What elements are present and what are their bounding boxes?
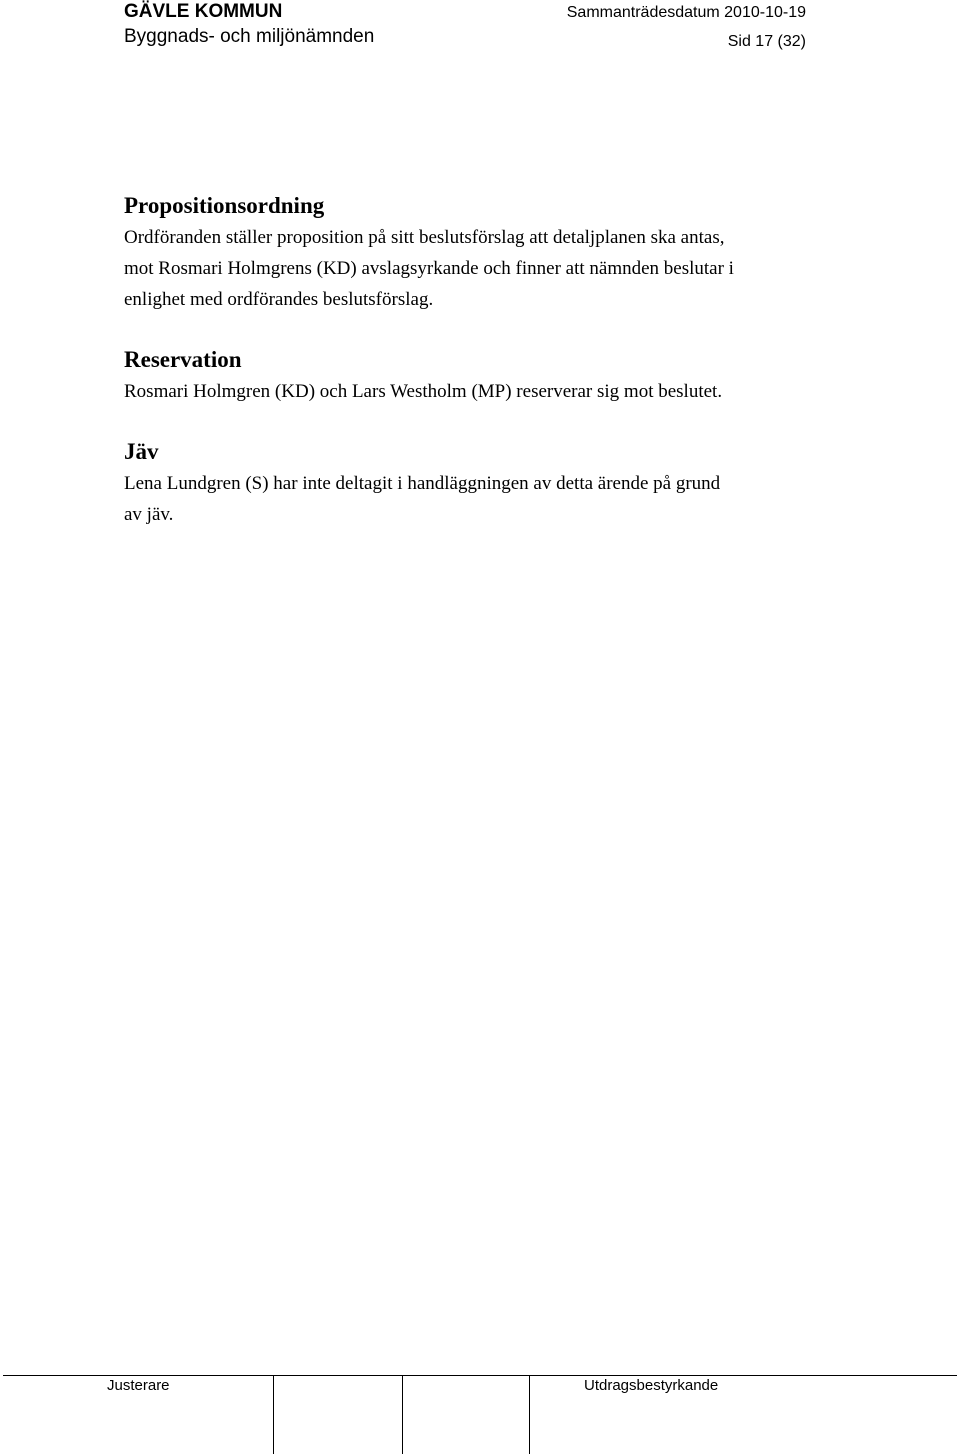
- section-heading: Jäv: [124, 439, 159, 464]
- page-number: Sid 17 (32): [727, 33, 806, 50]
- section-spacer: [124, 315, 804, 344]
- section-line: enlighet med ordförandes beslutsförslag.: [124, 289, 434, 310]
- footer-divider: [402, 1376, 403, 1454]
- department-name: Byggnads- och miljönämnden: [124, 26, 375, 47]
- organization-name: GÄVLE KOMMUN: [124, 1, 283, 22]
- section-propositionsordning: [124, 190, 804, 315]
- section-heading: Reservation: [124, 347, 242, 372]
- document-body: [124, 190, 804, 530]
- section-jav: [124, 436, 804, 530]
- footer-rule: [3, 1375, 957, 1376]
- footer-divider: [529, 1376, 530, 1454]
- section-line: Rosmari Holmgren (KD) och Lars Westholm (MP) reserverar sig mot beslutet.: [124, 381, 723, 402]
- meeting-date: Sammanträdesdatum 2010-10-19: [566, 4, 806, 21]
- footer-divider: [273, 1376, 274, 1454]
- footer-label-justerare: Justerare: [107, 1377, 170, 1394]
- section-heading: Propositionsordning: [124, 193, 325, 218]
- section-reservation: [124, 344, 804, 407]
- footer-label-utdragsbestyrkande: Utdragsbestyrkande: [584, 1377, 719, 1394]
- section-spacer: [124, 407, 804, 436]
- section-line: av jäv.: [124, 504, 174, 525]
- section-line: Ordföranden ställer proposition på sitt beslutsförslag att detaljplanen ska antas,: [124, 227, 725, 248]
- section-line: mot Rosmari Holmgrens (KD) avslagsyrkande och finner att nämnden beslutar i: [124, 258, 734, 279]
- section-line: Lena Lundgren (S) har inte deltagit i handläggningen av detta ärende på grund: [124, 473, 721, 494]
